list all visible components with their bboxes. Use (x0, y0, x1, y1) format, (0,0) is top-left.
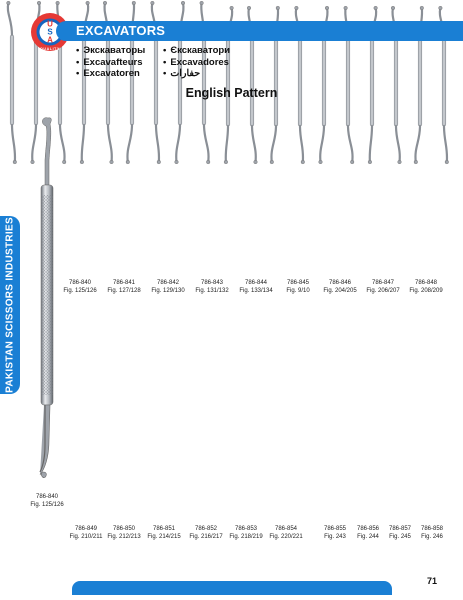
translation-german: • Excavatoren (76, 68, 145, 80)
translation-spanish: • Excavadores (163, 57, 230, 69)
instrument-code: 786-848 (414, 280, 438, 286)
instrument-caption (195, 280, 228, 295)
instrument-caption (70, 526, 103, 541)
instrument-code: 786-849 (74, 526, 98, 532)
instrument-caption (389, 526, 411, 541)
instrument-caption (63, 280, 96, 295)
instrument-fig: Fig. 220/221 (269, 533, 303, 540)
instrument-caption (286, 280, 309, 295)
instrument-code: 786-845 (286, 280, 310, 286)
footer-bar (72, 581, 392, 595)
instrument-fig: Fig. 131/132 (195, 287, 229, 294)
instrument-code: 786-844 (244, 280, 268, 286)
handle-instrument-caption (30, 494, 63, 509)
instrument-caption (366, 280, 399, 295)
instrument-code: 786-853 (234, 526, 258, 532)
instrument-code: 786-850 (112, 526, 136, 532)
instrument-fig: Fig. 125/126 (63, 287, 97, 294)
instrument-fig: Fig. 246 (421, 533, 443, 540)
translation-arabic: • حفارات (163, 68, 230, 80)
title-bar (56, 21, 463, 41)
instrument-fig: Fig. 243 (324, 533, 346, 540)
instrument-code: 786-856 (356, 526, 380, 532)
logo-letter-s: S (47, 27, 53, 37)
instrument-fig: Fig. 210/211 (69, 533, 103, 540)
instrument-caption (421, 526, 443, 541)
instrument-caption (189, 526, 222, 541)
page-number: 71 (427, 576, 438, 586)
logo-ring-text: QUALITY (40, 47, 60, 52)
instrument-fig: Fig. 127/128 (107, 287, 141, 294)
handle-instrument-code: 786-840 (35, 494, 59, 500)
instrument-fig: Fig. 218/219 (229, 533, 263, 540)
instrument-fig: Fig. 208/209 (409, 287, 443, 294)
instrument-caption (107, 280, 140, 295)
instrument-caption (147, 526, 180, 541)
instrument-code: 786-857 (388, 526, 412, 532)
instrument-caption (229, 526, 262, 541)
instrument-caption (151, 280, 184, 295)
translation-ukrainian: • Єкскаватори (163, 45, 230, 57)
logo-letter-a: A (47, 35, 53, 45)
instrument-fig: Fig. 206/207 (366, 287, 400, 294)
instrument-fig: Fig. 9/10 (286, 287, 310, 294)
instrument-fig: Fig. 216/217 (189, 533, 223, 540)
translations-left (76, 45, 145, 80)
instrument-fig: Fig. 204/205 (323, 287, 357, 294)
translation-french: • Excavafteurs (76, 57, 145, 69)
instrument-code: 786-854 (274, 526, 298, 532)
instrument-code: 786-842 (156, 280, 180, 286)
instrument-caption (324, 526, 346, 541)
instrument-caption (239, 280, 272, 295)
instrument-fig: Fig. 133/134 (239, 287, 273, 294)
instrument-code: 786-841 (112, 280, 136, 286)
instrument-code: 786-840 (68, 280, 92, 286)
handle-instrument-icon (28, 110, 68, 495)
instrument-caption (409, 280, 442, 295)
translations-right (163, 45, 230, 80)
instrument-fig: Fig. 212/213 (107, 533, 141, 540)
instrument-code: 786-843 (200, 280, 224, 286)
side-banner-text: PAKISTAN SCISSORS INDUSTRIES (4, 217, 16, 393)
logo-letter-u: U (47, 19, 53, 29)
instrument-fig: Fig. 214/215 (147, 533, 181, 540)
instrument-caption (107, 526, 140, 541)
instrument-caption (269, 526, 302, 541)
instrument-code: 786-858 (420, 526, 444, 532)
handle-instrument-fig: Fig. 125/126 (30, 501, 64, 508)
instrument-code: 786-847 (371, 280, 395, 286)
instrument-code: 786-855 (323, 526, 347, 532)
page-title: EXCAVATORS (76, 23, 166, 38)
instrument-caption (357, 526, 379, 541)
instrument-caption (323, 280, 356, 295)
excavator-instrument-icon (0, 0, 24, 166)
instrument-fig: Fig. 245 (389, 533, 411, 540)
translation-russian: • Экскаваторы (76, 45, 145, 57)
instrument-fig: Fig. 129/130 (151, 287, 185, 294)
instrument-code: 786-851 (152, 526, 176, 532)
instrument-code: 786-846 (328, 280, 352, 286)
instrument-code: 786-852 (194, 526, 218, 532)
instrument-fig: Fig. 244 (357, 533, 379, 540)
page-subtitle: English Pattern (185, 86, 278, 100)
